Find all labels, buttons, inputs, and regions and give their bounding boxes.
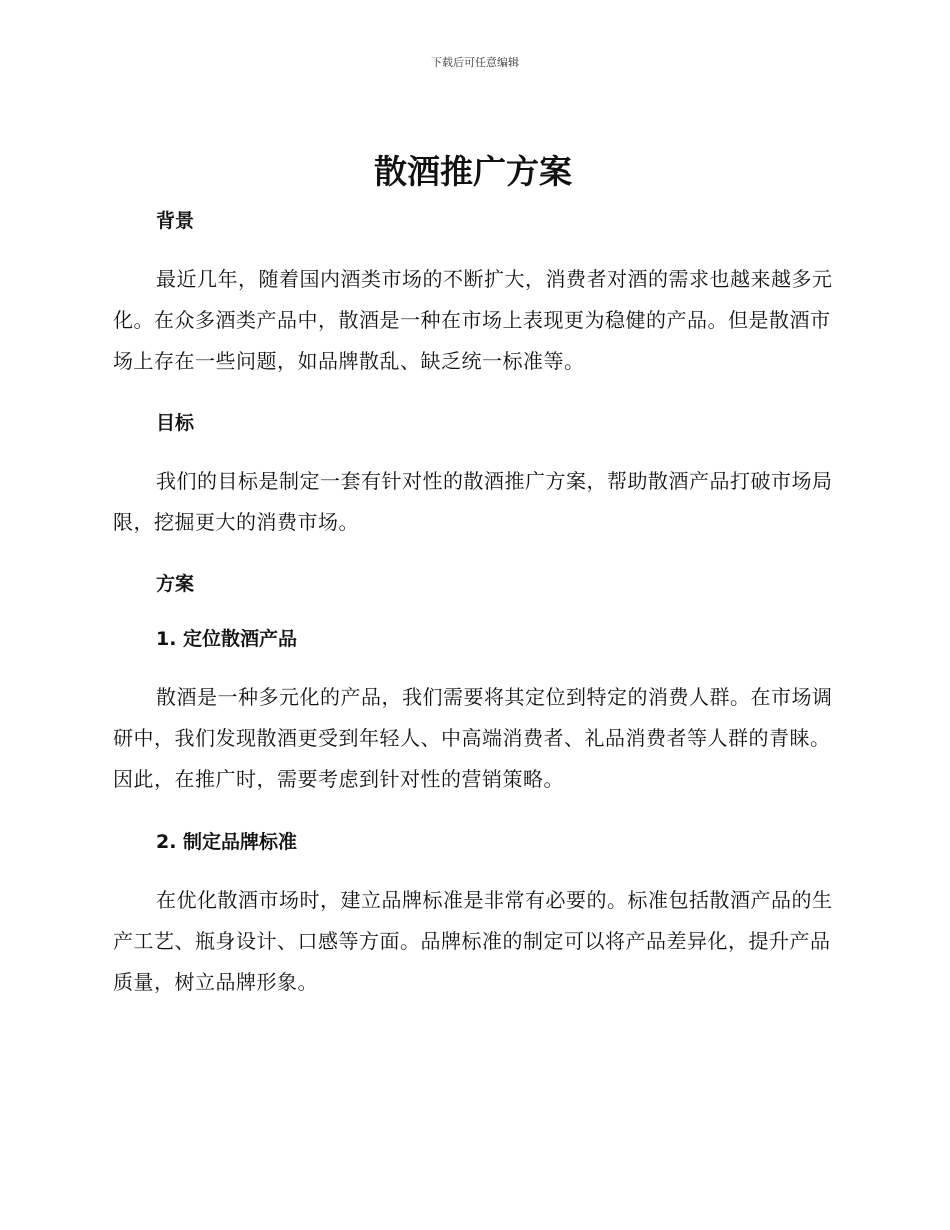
section-heading-background: 背景: [156, 210, 195, 232]
subsection-paragraph-positioning: 散酒是一种多元化的产品，我们需要将其定位到特定的消费人群。在市场调研中，我们发现散酒更受到年轻人、中高端消费者、礼品消费者等人群的青睐。因此，在推广时，需要考虑到针对性的营销策略。: [113, 685, 833, 791]
section-paragraph-goal: 我们的目标是制定一套有针对性的散酒推广方案，帮助散酒产品打破市场局限，挖掘更大的消费市场。: [113, 469, 833, 534]
section-heading-plan: 方案: [156, 573, 195, 595]
document-title: 散酒推广方案: [374, 152, 572, 191]
section-heading-goal: 目标: [156, 412, 195, 434]
subsection-paragraph-brand-standard: 在优化散酒市场时，建立品牌标准是非常有必要的。标准包括散酒产品的生产工艺、瓶身设计、口感等方面。品牌标准的制定可以将产品差异化，提升产品质量，树立品牌形象。: [113, 888, 833, 994]
subsection-heading-brand-standard: 2. 制定品牌标准: [156, 831, 298, 853]
section-paragraph-background: 最近几年，随着国内酒类市场的不断扩大，消费者对酒的需求也越来越多元化。在众多酒类产品中，散酒是一种在市场上表现更为稳健的产品。但是散酒市场上存在一些问题，如品牌散乱、缺乏统一标准等。: [113, 267, 833, 373]
page-header-note: 下载后可任意编辑: [431, 56, 519, 69]
document-body: [113, 150, 833, 1003]
subsection-heading-positioning: 1. 定位散酒产品: [156, 628, 298, 650]
